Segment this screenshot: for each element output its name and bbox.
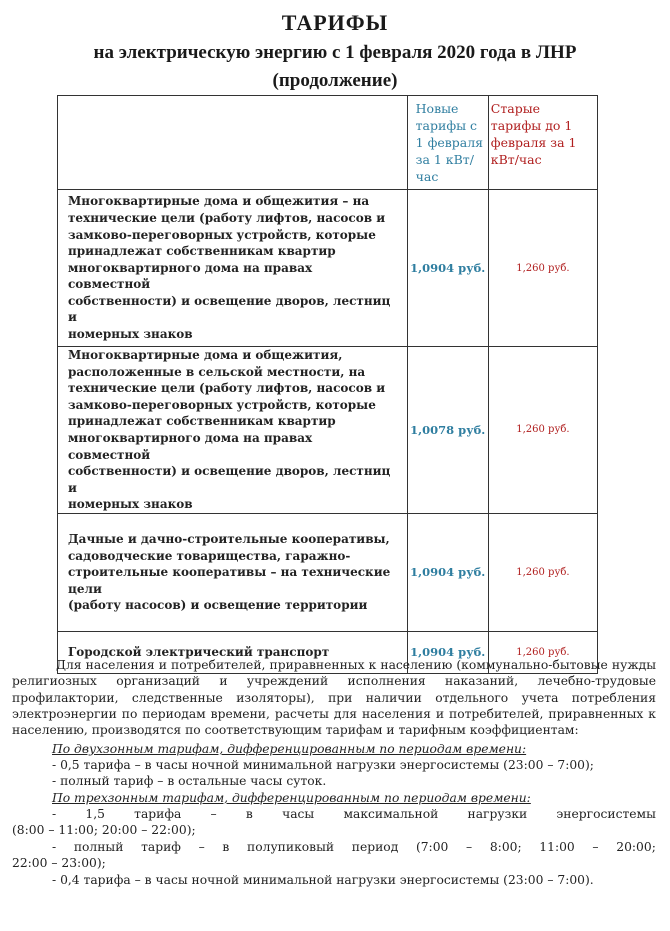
two-zone-item: - полный тариф – в остальные часы суток. [52, 774, 327, 788]
table-row [58, 347, 598, 514]
three-zone-item-1: - 1,5 тарифа – в часы максимальной нагрузки энергосистемы [52, 807, 656, 821]
header-old-tariff: Старые тарифы до 1 февраля за 1 кВт/час [488, 96, 597, 190]
page-subtitle-continuation: (продолжение) [272, 70, 398, 91]
row-old-tariff: 1,260 руб. [488, 631, 597, 673]
header-empty-cell [58, 96, 408, 190]
row-new-tariff: 1,0904 руб. [407, 631, 488, 673]
header-new-tariff: Новые тарифы с 1 февраля за 1 кВт/час [407, 96, 488, 190]
three-zone-item-2: - полный тариф – в полупиковый период (7:00 – 8:00; 11:00 – 20:00; [52, 840, 656, 854]
page-title: ТАРИФЫ [281, 10, 389, 35]
row-new-tariff: 1,0904 руб. [407, 513, 488, 631]
three-zone-item-2-cont: 22:00 – 23:00); [12, 856, 106, 870]
notes-paragraph: Для населения и потребителей, приравненных к населению (коммунально-бытовые нужды религиозных организаций и учреждений исполнения наказаний, лечебно-трудовые профилактории, следственные изоляторы), при наличии отдельного учета потребления электроэнергии по периодам времени, расчеты для населения и потребителей, приравненных к населению, производятся по соответствующим тарифам и тарифным коэффициентам: [12, 658, 656, 738]
row-description: Городской электрический транспорт [58, 631, 408, 673]
row-new-tariff: 1,0078 руб. [407, 347, 488, 514]
three-zone-heading: По трехзонным тарифам, дифференцированным по периодам времени: [52, 791, 531, 805]
two-zone-item: - 0,5 тарифа – в часы ночной минимальной нагрузки энергосистемы (23:00 – 7:00); [52, 758, 594, 772]
table-header-row [58, 96, 598, 190]
three-zone-item-1-cont: (8:00 – 11:00; 20:00 – 22:00); [12, 823, 196, 837]
table-row [58, 190, 598, 347]
two-zone-heading: По двухзонным тарифам, дифференцированным по периодам времени: [52, 742, 527, 756]
three-zone-item-3: - 0,4 тарифа – в часы ночной минимальной нагрузки энергосистемы (23:00 – 7:00). [52, 873, 594, 887]
row-description: Многоквартирные дома и общежития, расположенные в сельской местности, на технические цели (работу лифтов, насосов и замково-переговорных устройств, которые принадлежат собственникам квартир многоквартирного дома на правах совместной собственности) и освещение дворов, лестниц и номерных знаков [58, 347, 408, 514]
tariff-table [57, 95, 598, 674]
row-description: Дачные и дачно-строительные кооперативы, садоводческие товарищества, гаражно- строительные кооперативы – на технические цели (работу насосов) и освещение территории [58, 513, 408, 631]
page-subtitle: на электрическую энергию с 1 февраля 2020 года в ЛНР [93, 42, 577, 63]
row-old-tariff: 1,260 руб. [488, 347, 597, 514]
row-old-tariff: 1,260 руб. [488, 513, 597, 631]
row-old-tariff: 1,260 руб. [488, 190, 597, 347]
row-new-tariff: 1,0904 руб. [407, 190, 488, 347]
row-description: Многоквартирные дома и общежития – на технические цели (работу лифтов, насосов и замково-переговорных устройств, которые принадлежат собственникам квартир многоквартирного дома на правах совместной собственности) и освещение дворов, лестниц и номерных знаков [58, 190, 408, 347]
table-row [58, 513, 598, 631]
